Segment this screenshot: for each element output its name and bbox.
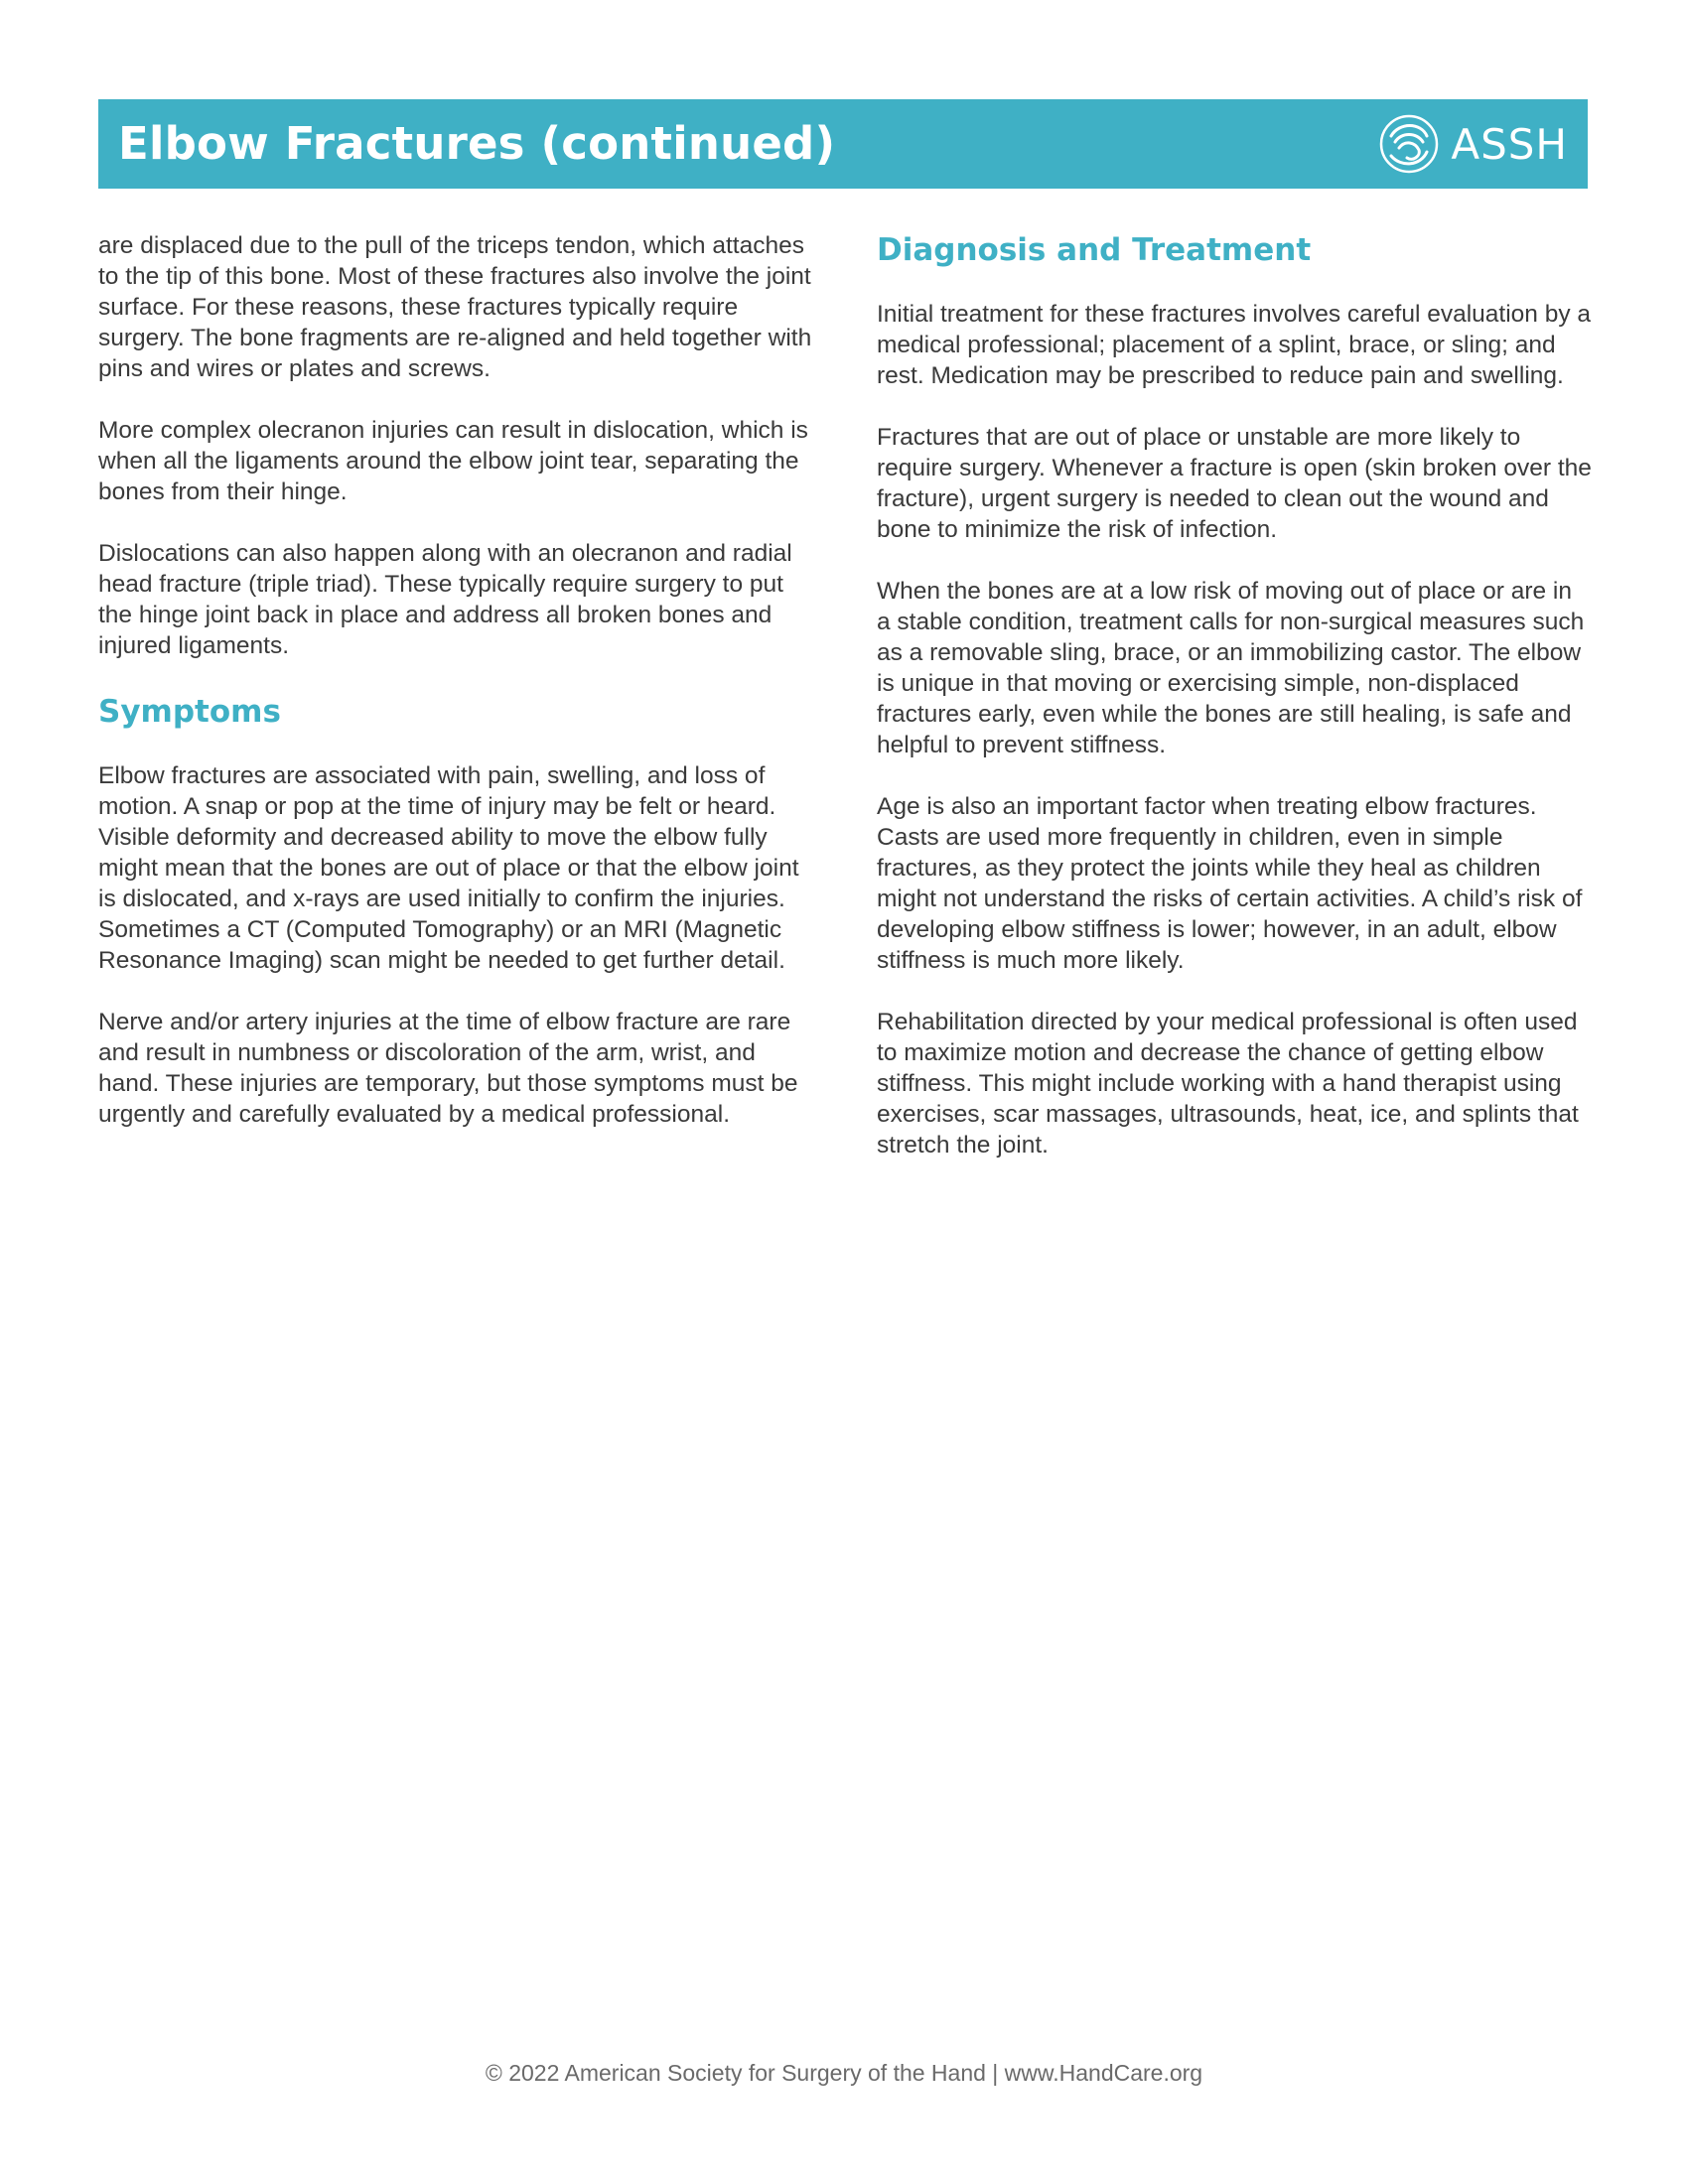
symptoms-paragraph-1: Elbow fractures are associated with pain, swelling, and loss of motion. A snap or pop at the time of injury may be felt or heard. Visible deformity and decreased ability to move the elbow fully might mean that the bones are out of place or that the elbow joint is dislocated, and x-rays are used initially to confirm the injuries. Sometimes a CT (Computed Tomography) or an MRI (Magnetic Resonance Imaging) scan might be needed to get further detail. <box>98 762 799 974</box>
diagnosis-heading: Diagnosis and Treatment <box>877 232 1312 268</box>
footer-copyright: © 2022 American Society for Surgery of the Hand | www.HandCare.org <box>485 2060 1203 2086</box>
diagnosis-paragraph-1: Initial treatment for these fractures involves careful evaluation by a medical professional; placement of a splint, brace, or sling; and rest. Medication may be prescribed to reduce pain and swelling. <box>877 301 1592 389</box>
assh-logo <box>1377 99 1568 189</box>
symptoms-paragraph-2: Nerve and/or artery injuries at the time of elbow fracture are rare and result in numbness or discoloration of the arm, wrist, and hand. These injuries are temporary, but those symptoms must be urgently and carefully evaluated by a medical professional. <box>98 1009 798 1128</box>
intro-paragraph-3: Dislocations can also happen along with an olecranon and radial head fracture (triple triad). These typically require surgery to put the hinge joint back in place and address all broken bones and injured ligaments. <box>98 540 792 659</box>
logo-text: ASSH <box>1451 119 1568 169</box>
right-column <box>877 230 1592 1191</box>
intro-paragraph-1: are displaced due to the pull of the triceps tendon, which attaches to the tip of this bone. Most of these fractures also involve the joint surface. For these reasons, these fractures typically require surgery. The bone fragments are re-aligned and held together with pins and wires or plates and screws. <box>98 232 812 382</box>
diagnosis-paragraph-3: When the bones are at a low risk of moving out of place or are in a stable condition, treatment calls for non-surgical measures such as a removable sling, brace, or an immobilizing castor. The elbow is unique in that moving or exercising simple, non-displaced fractures early, even while the bones are still healing, is safe and helpful to prevent stiffness. <box>877 578 1585 758</box>
diagnosis-paragraph-4: Age is also an important factor when treating elbow fractures. Casts are used more frequently in children, even in simple fractures, as they protect the joints while they heal as children might not understand the risks of certain activities. A child’s risk of developing elbow stiffness is lower; however, in an adult, elbow stiffness is much more likely. <box>877 793 1583 974</box>
page-title: Elbow Fractures (continued) <box>118 117 836 170</box>
left-column <box>98 230 815 1160</box>
intro-paragraph-2: More complex olecranon injuries can result in dislocation, which is when all the ligaments around the elbow joint tear, separating the bones from their hinge. <box>98 417 808 505</box>
diagnosis-paragraph-5: Rehabilitation directed by your medical professional is often used to maximize motion and decrease the chance of getting elbow stiffness. This might include working with a hand therapist using exercises, scar massages, ultrasounds, heat, ice, and splints that stretch the joint. <box>877 1009 1579 1159</box>
assh-swirl-logo-icon <box>1377 112 1441 176</box>
diagnosis-paragraph-2: Fractures that are out of place or unstable are more likely to require surgery. Whenever a fracture is open (skin broken over the fracture), urgent surgery is needed to clean out the wound and bone to minimize the risk of infection. <box>877 424 1592 543</box>
header-bar <box>98 99 1588 189</box>
symptoms-heading: Symptoms <box>98 694 281 730</box>
